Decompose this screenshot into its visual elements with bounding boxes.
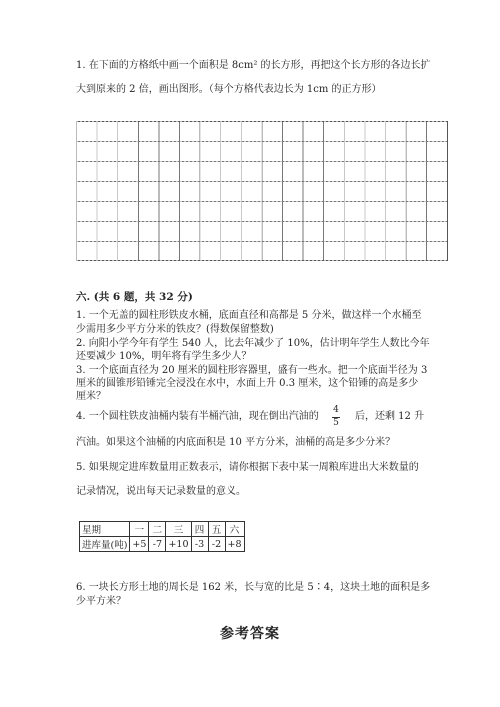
fraction-numerator: 4 — [333, 405, 339, 415]
section-6-heading: 六. (共 6 题，共 32 分) — [76, 291, 193, 303]
q1-line-1: 1. 在下面的方格纸中画一个面积是 8cm² 的长方形，再把这个长方形的各边长扩 — [76, 60, 431, 71]
q6-6-line-1: 6. 一块长方形土地的周长是 162 米，长与宽的比是 5∶4，这块土地的面积是多 — [76, 582, 431, 593]
q1-line-2: 大到原来的 2 倍，画出图形。（每个方格代表边长为 1cm 的正方形） — [76, 84, 382, 95]
q6-4-line-1a: 4. 一个圆柱铁皮油桶内装有半桶汽油，现在倒出汽油的 — [76, 411, 319, 422]
grain-record-table — [79, 521, 245, 552]
table-cell: -3 — [191, 537, 208, 552]
answers-title: 参考答案 — [220, 626, 280, 642]
table-header-row — [80, 522, 245, 537]
table-cell: -2 — [208, 537, 225, 552]
table-cell: +10 — [166, 537, 191, 552]
q6-2-line-2: 还要减少 10%，明年将有学生多少人？ — [76, 351, 252, 362]
table-cell: 六 — [225, 522, 244, 537]
q6-4-line-2: 汽油。如果这个油桶的内底面积是 10 平方分米，油桶的高是多少分米？ — [76, 437, 396, 448]
table-cell: -7 — [149, 537, 166, 552]
table-cell: +8 — [225, 537, 244, 552]
q6-5-line-1: 5. 如果规定进库数量用正数表示，请你根据下表中某一周粮库进出大米数量的 — [76, 462, 419, 473]
table-cell: 二 — [149, 522, 166, 537]
q6-5-line-2: 记录情况，说出每天记录数量的意义。 — [76, 486, 246, 497]
grid-paper — [76, 121, 448, 261]
table-cell: 一 — [130, 522, 149, 537]
table-cell: 五 — [208, 522, 225, 537]
q6-6-line-2: 少平方米？ — [76, 596, 126, 607]
table-row — [80, 537, 245, 552]
table-cell: 进库量(吨) — [80, 537, 130, 552]
q6-4-line-1b: 后，还剩 12 升 — [355, 411, 425, 422]
table-cell: 三 — [166, 522, 191, 537]
q6-1-line-2: 少需用多少平方分米的铁皮？(得数保留整数) — [76, 324, 274, 335]
q6-1-line-1: 1. 一个无盖的圆柱形铁皮水桶，底面直径和高都是 5 分米，做这样一个水桶至 — [76, 310, 422, 321]
q6-3-line-2: 厘米的圆锥形铅锤完全浸没在水中，水面上升 0.3 厘米，这个铅锤的高是多少 — [76, 378, 419, 389]
q6-3-line-1: 3. 一个底面直径为 20 厘米的圆柱形容器里，盛有一些水。把一个底面半径为 3 — [76, 365, 428, 376]
table-cell: 四 — [191, 522, 208, 537]
q6-3-line-3: 厘米？ — [76, 391, 106, 402]
fraction-denominator: 5 — [333, 418, 339, 428]
q6-2-line-1: 2. 向阳小学今年有学生 540 人，比去年减少了 10%，估计明年学生人数比今年 — [76, 338, 430, 349]
table-cell: 星期 — [80, 522, 130, 537]
table-cell: +5 — [130, 537, 149, 552]
